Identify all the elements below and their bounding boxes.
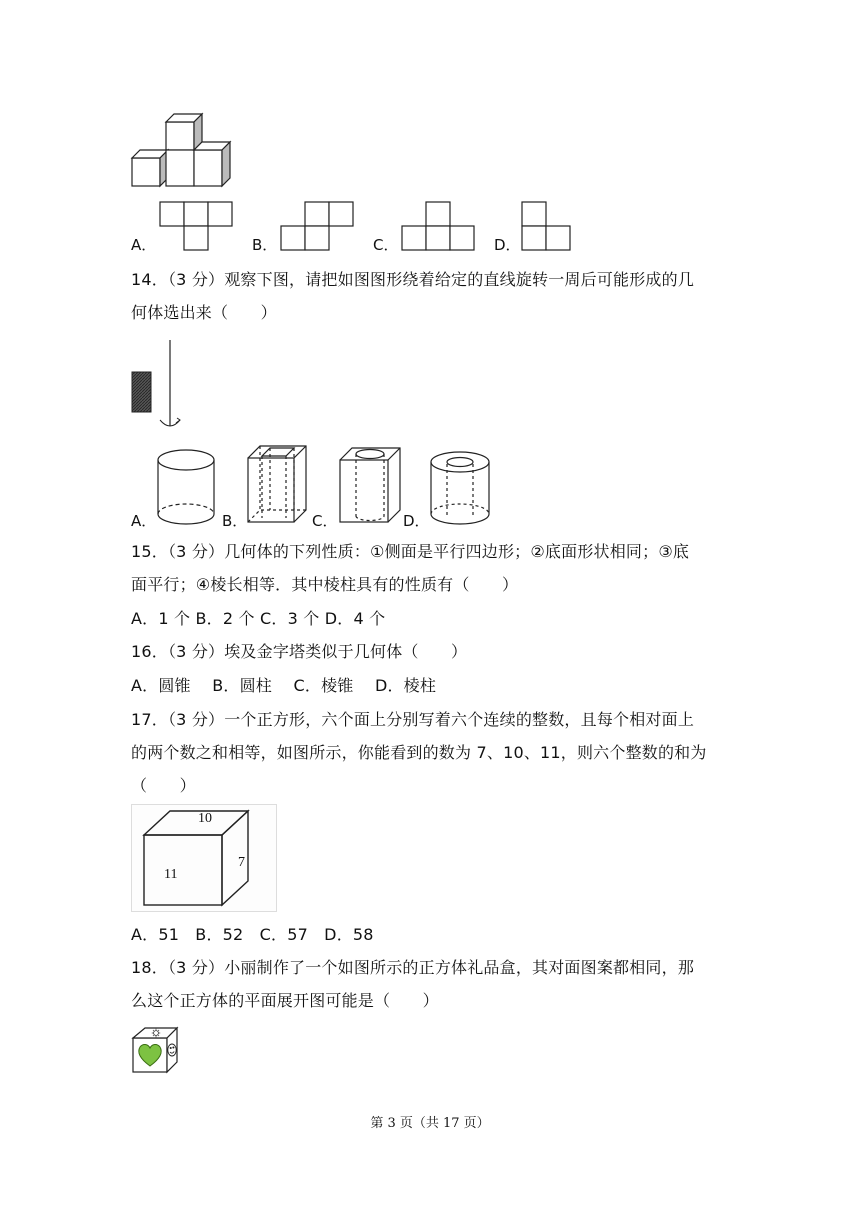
q13-option-c-label: C． [373,236,399,254]
q17-text-line2: 的两个数之和相等，如图所示，你能看到的数为 7、10、11，则六个整数的和为 [131,743,707,762]
q13-option-a-figure [158,200,238,252]
q13-option-a-label: A． [131,236,157,254]
page-footer: 第 3 页（共 17 页） [370,1116,490,1131]
q17-cube-top-number: 10 [198,811,212,826]
q14-option-c-box-with-round-hole [338,444,404,526]
q15-answer-choices: A．1 个 B．2 个 C．3 个 D．4 个 [131,609,386,628]
q14-text-line2: 何体选出来（ ） [131,303,277,322]
q15-text-line2: 面平行；④棱长相等．其中棱柱具有的性质有（ ） [131,575,519,594]
q17-cube-figure [131,804,277,912]
q13-option-c-figure [400,200,480,252]
q15-text-line1: 15．（3 分）几何体的下列性质：①侧面是平行四边形；②底面形状相同；③底 [131,542,690,561]
q14-option-b-box-with-square-hole [246,444,310,526]
q14-option-d-hollow-cylinder [429,450,493,530]
q18-text-line2: 么这个正方体的平面展开图可能是（ ） [131,991,439,1010]
q14-option-c-label: C． [312,512,338,530]
q14-option-b-label: B． [222,512,248,530]
q17-text-line1: 17．（3 分）一个正方形，六个面上分别写着六个连续的整数，且每个相对面上 [131,710,695,729]
q13-option-b-label: B． [252,236,278,254]
q17-cube-side-number: 7 [238,855,245,870]
q16-answer-choices: A．圆锥 B．圆柱 C．棱锥 D．棱柱 [131,676,437,695]
q13-option-d-label: D． [494,236,521,254]
q14-text-line1: 14．（3 分）观察下图，请把如图图形绕着给定的直线旋转一周后可能形成的几 [131,270,695,289]
q16-text-line1: 16．（3 分）埃及金字塔类似于几何体（ ） [131,642,468,661]
q17-text-line3: （ ） [131,776,196,795]
q13-cube-stack-figure [130,112,240,192]
q18-gift-box-cube-figure [131,1026,191,1076]
q14-option-a-label: A． [131,512,157,530]
q13-option-d-figure [520,200,580,252]
q17-answer-choices: A．51 B．52 C．57 D．58 [131,925,374,944]
q14-option-d-label: D． [403,512,430,530]
q17-cube-front-number: 11 [164,867,178,882]
q13-option-b-figure [279,200,359,252]
q18-text-line1: 18．（3 分）小丽制作了一个如图所示的正方体礼品盒，其对面图案都相同，那 [131,958,695,977]
q14-rotation-figure [130,338,190,438]
q14-option-a-cylinder [156,448,220,528]
